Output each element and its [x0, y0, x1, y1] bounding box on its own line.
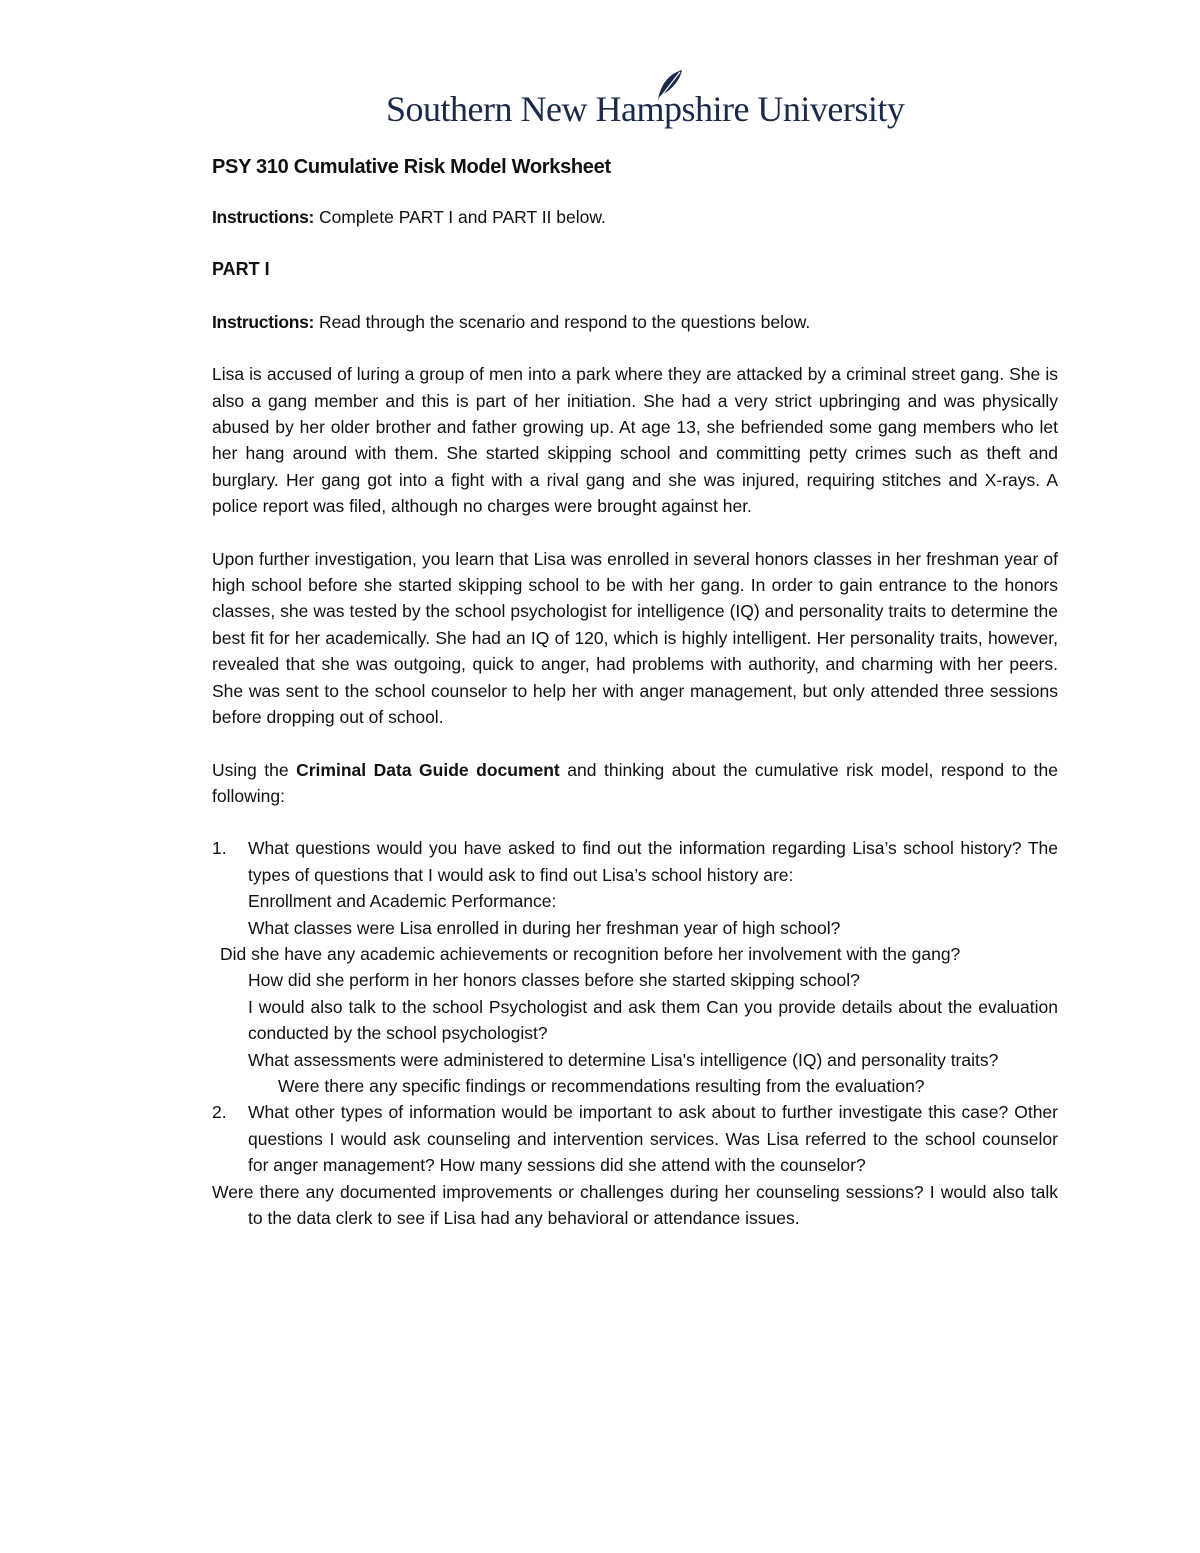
answer-line: Enrollment and Academic Performance:: [248, 891, 557, 912]
guide-document-name: Criminal Data Guide document: [296, 759, 560, 780]
part-instructions-label: Instructions:: [212, 311, 315, 332]
instructions-text: Complete PART I and PART II below.: [314, 207, 606, 227]
scenario-paragraph-1: Lisa is accused of luring a group of men into a park where they are attacked by a criminal street gang. She is also a gang member and this is part of her initiation. She had a very strict upbringing and was physically abused by her older brother and father growing up. At age 13, she befriended some gang members who let her hang around with them. She started skipping school and committing petty crimes such as theft and burglary. Her gang got into a fight with a rival gang and she was injured, requiring stitches and X-rays. A police report was filed, although no charges were brought against her.: [212, 364, 1058, 517]
answer-line: I would also talk to the school Psychologist and ask them Can you provide details about the evaluation conducted by the school psychologist?: [248, 996, 1058, 1044]
page-title: PSY 310 Cumulative Risk Model Worksheet: [212, 156, 611, 178]
scenario-paragraph-2: Upon further investigation, you learn that Lisa was enrolled in several honors classes in her freshman year of high school before she started skipping school to be with her gang. In order to gain entrance to the honors classes, she was tested by the school psychologist for intelligence (IQ) and personality traits to determine the best fit for her academically. She had an IQ of 120, which is highly intelligent. Her personality traits, however, revealed that she was outgoing, quick to anger, had problems with authority, and charming with her peers. She was sent to the school counselor to help her with anger management, but only attended three sessions before dropping out of school.: [212, 548, 1058, 728]
university-name: Southern New Hampshire University: [386, 89, 905, 129]
answer-line: Were there any specific findings or recommendations resulting from the evaluation?: [278, 1075, 925, 1096]
question-text: What other types of information would be important to ask about to further investigate this case? Other questions I would ask counseling and intervention services. Was Lisa referred to the school counselor for anger management? How many sessions did she attend with the counselor?: [248, 1102, 1058, 1176]
list-item: [178, 835, 1058, 888]
question-list: [212, 835, 1058, 1231]
part-heading: PART I: [212, 259, 270, 280]
answer-line: Did she have any academic achievements or recognition before her involvement with the gang?: [220, 943, 961, 964]
question-number: 1.: [212, 838, 227, 859]
instructions-label: Instructions:: [212, 207, 315, 227]
answer-line: How did she perform in her honors classes before she started skipping school?: [248, 970, 860, 991]
list-item: [178, 1099, 1058, 1178]
part-instructions-line: [212, 309, 1058, 335]
part-instructions-text: Read through the scenario and respond to the questions below.: [314, 311, 811, 332]
question-text: What questions would you have asked to find out the information regarding Lisa’s school history? The types of questions that I would ask to find out Lisa’s school history are:: [248, 838, 1058, 885]
answer-line: What assessments were administered to determine Lisa's intelligence (IQ) and personality traits?: [248, 1049, 999, 1070]
instructions-line: [212, 204, 1058, 230]
question-number: 2.: [212, 1102, 227, 1123]
using-guide-paragraph: [212, 757, 1058, 810]
answer-line: Were there any documented improvements or challenges during her counseling sessions? I would also talk to the data clerk to see if Lisa had any behavioral or attendance issues.: [212, 1181, 1058, 1228]
using-suffix: and thinking about the cumulative risk model, respond to the following:: [212, 759, 1059, 806]
answer-line: What classes were Lisa enrolled in during her freshman year of high school?: [248, 917, 841, 938]
document-body: [212, 152, 1058, 1231]
university-logo: [386, 68, 905, 134]
using-prefix: Using the: [212, 759, 297, 780]
